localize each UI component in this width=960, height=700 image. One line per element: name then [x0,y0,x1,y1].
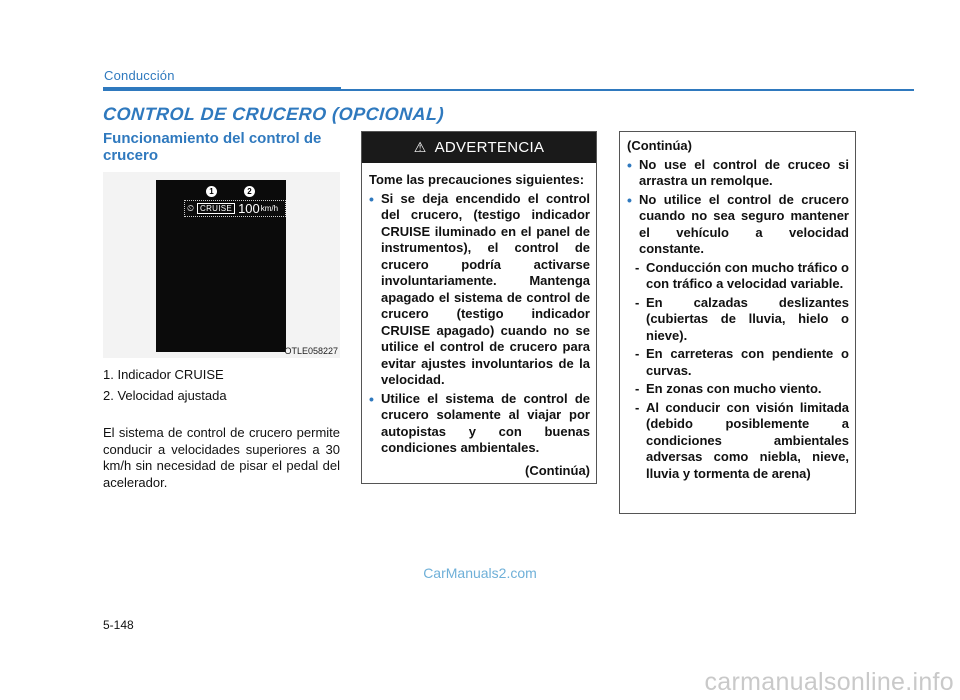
list-item [635,381,849,398]
list-item [635,400,849,483]
dash-text: En zonas con mucho viento. [646,381,822,396]
marker-2: 2 [244,186,255,197]
header-rule-thin [341,89,914,91]
dash-marker: - [635,346,640,361]
list-item [369,191,590,389]
cruise-icon: ⏲ [187,203,195,213]
warning-box [361,131,597,484]
bullet-icon: • [369,390,374,407]
list-item [627,192,849,258]
warning-content [369,172,590,479]
cruise-readout [184,200,286,217]
cluster-display [156,180,286,352]
list-item [635,295,849,345]
set-speed: 100 [238,201,260,216]
warning-header [362,132,596,163]
bullet-text: No utilice el control de crucero cuando no sea seguro mantener el vehículo a velocidad constante. [639,191,849,256]
bullet-text: Si se deja encendido el control del crucero, (testigo indicador CRUISE iluminado en el panel de instrumentos), el control de crucero podría activarse involuntariamente. Mantenga apagado el sistema de control de crucero (testigo indicador CRUISE apagado) cuando no se utilice el control de crucero para evitar ajustes involuntarios de la velocidad. [381,190,590,387]
bullet-text: No use el control de cruceo si arrastra un remolque. [639,156,849,188]
dash-text: Conducción con mucho tráfico o con tráfico a velocidad variable. [646,259,849,291]
list-item: 2. Velocidad ajustada [103,388,227,403]
cruise-indicator: CRUISE [197,203,235,214]
list-item [369,391,590,457]
body-paragraph: El sistema de control de crucero permite conducir a velocidades superiores a 30 km/h sin necesidad de pisar el pedal del acelerador. [103,425,340,490]
list-item: 1. Indicador CRUISE [103,367,224,382]
bullet-icon: • [627,191,632,208]
cluster-figure [103,172,340,358]
dash-marker: - [635,399,640,415]
subheading: Funcionamiento del control de crucero [103,130,322,164]
site-watermark-link[interactable]: CarManuals2.com [423,565,537,581]
bullet-text: Utilice el sistema de control de crucero solamente al viajar por autopistas y con buenas condiciones ambientales. [381,390,590,455]
footer-watermark: carmanualsonline.info [704,668,954,696]
page-number: 5-148 [103,618,134,632]
marker-1: 1 [206,186,217,197]
warning-title: ADVERTENCIA [434,139,545,156]
list-item [635,346,849,379]
list-item [635,260,849,293]
warning-intro: Tome las precauciones siguientes: [369,172,585,187]
continued-label: (Continúa) [627,138,692,153]
dash-text: En carreteras con pendiente o curvas. [646,346,849,378]
page-title: CONTROL DE CRUCERO (OPCIONAL) [102,104,445,124]
continues-label: (Continúa) [525,462,590,478]
dash-text: Al conducir con visión limitada (debido posiblemente a condiciones ambientales adversas como niebla, nieve, lluvia y tormenta de arena) [646,399,849,481]
continued-content [627,138,849,482]
speed-unit: km/h [260,204,279,213]
dash-marker: - [635,381,640,396]
section-label: Conducción [104,68,175,83]
dash-marker: - [635,294,640,310]
header-rule-thick [103,87,341,91]
warning-triangle-icon: ⚠ [413,139,427,155]
continued-box [619,131,856,514]
legend-list [103,366,340,408]
dash-text: En calzadas deslizantes (cubiertas de lluvia, hielo o nieve). [646,294,849,343]
bullet-icon: • [369,190,374,207]
list-item [627,157,849,190]
figure-caption: OTLE058227 [284,346,338,356]
dash-marker: - [635,259,640,275]
bullet-icon: • [627,156,632,173]
